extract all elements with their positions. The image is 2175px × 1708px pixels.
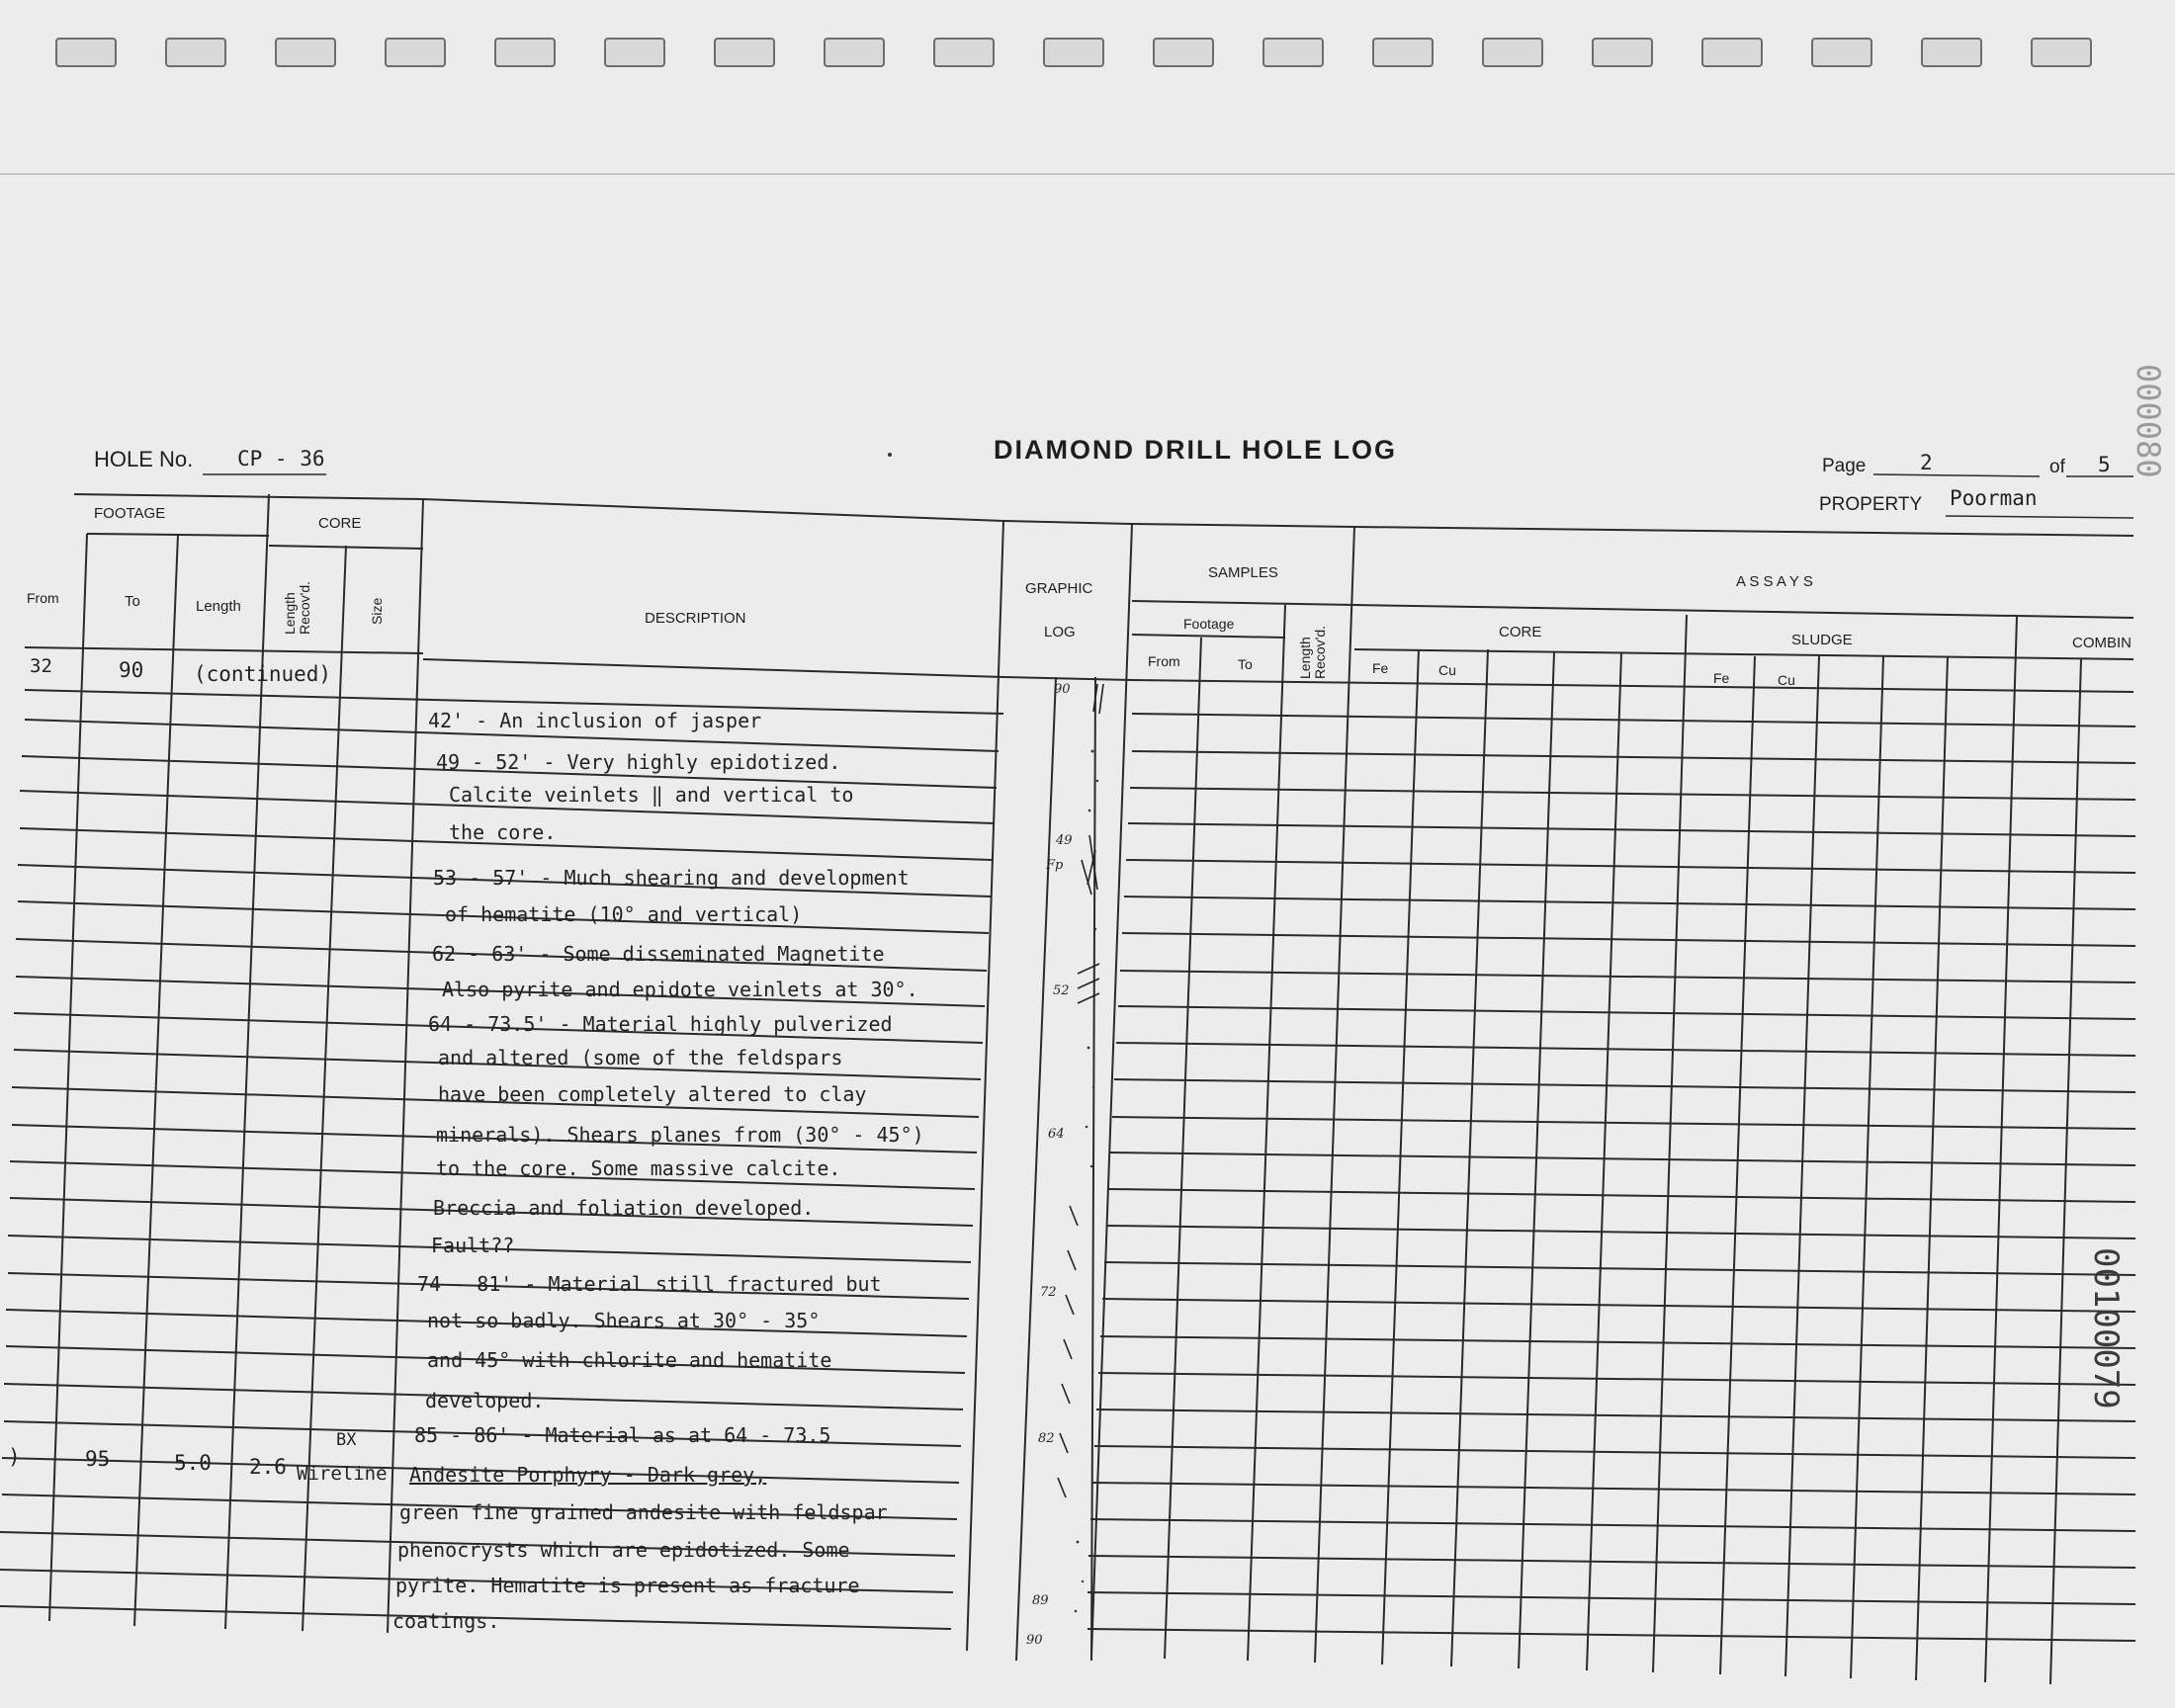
length-header: Length <box>196 598 241 615</box>
graphic-log-tick: Fp <box>1046 858 1064 873</box>
description-line: Fault?? <box>431 1234 515 1257</box>
graphic-log-tick: 52 <box>1053 983 1070 998</box>
samples-header: SAMPLES <box>1208 564 1278 581</box>
interval-2-size-bottom: Wireline <box>297 1463 388 1485</box>
footage-header: FOOTAGE <box>94 505 166 522</box>
property-value: Poorman <box>1950 486 2038 510</box>
graphic-log-tick: 90 <box>1054 682 1071 697</box>
description-line: 49 - 52' - Very highly epidotized. <box>436 750 841 774</box>
property-label: PROPERTY <box>1819 494 1923 515</box>
core-cu-header: Cu <box>1438 662 1456 678</box>
assays-header: A S S A Y S <box>1736 573 1813 590</box>
assay-core-header: CORE <box>1499 624 1542 640</box>
page-of-label: of <box>2049 457 2065 477</box>
sample-from-header: From <box>1148 653 1180 669</box>
description-line: the core. <box>449 820 557 844</box>
description-line: Andesite Porphyry - Dark grey, <box>409 1463 767 1487</box>
interval-2-from: ) <box>8 1445 21 1469</box>
description-line: of hematite (10° and vertical) <box>445 902 803 926</box>
interval-1-note: (continued) <box>194 662 332 686</box>
description-line: Also pyrite and epidote veinlets at 30°. <box>442 978 918 1001</box>
hole-number-value: CP - 36 <box>237 447 325 470</box>
form-title: DIAMOND DRILL HOLE LOG <box>994 435 1397 465</box>
interval-2-recovered: 2.6 <box>249 1455 287 1479</box>
description-line: 64 - 73.5' - Material highly pulverized <box>428 1012 893 1036</box>
description-line: Calcite veinlets ‖ and vertical to <box>449 783 854 807</box>
assay-sludge-header: SLUDGE <box>1791 632 1853 648</box>
interval-2-length: 5.0 <box>174 1451 212 1475</box>
description-line: pyrite. Hematite is present as fracture <box>395 1574 860 1597</box>
sample-to-header: To <box>1238 656 1253 672</box>
description-line: not so badly. Shears at 30° - 35° <box>427 1309 821 1332</box>
description-line: coatings. <box>392 1609 500 1633</box>
graphic-log-tick: 72 <box>1040 1285 1057 1300</box>
interval-1-to: 90 <box>119 658 144 682</box>
sludge-fe-header: Fe <box>1713 670 1730 686</box>
description-line: 42' - An inclusion of jasper <box>428 709 762 732</box>
description-line: Breccia and foliation developed. <box>433 1196 815 1220</box>
description-line: 62 - 63' - Some disseminated Magnetite <box>432 942 885 966</box>
description-line: developed. <box>425 1389 545 1412</box>
from-header: From <box>27 590 59 606</box>
graphic-log-tick: 89 <box>1032 1593 1049 1608</box>
description-line: 74 - 81' - Material still fractured but <box>417 1272 882 1296</box>
description-line: and 45° with chlorite and hematite <box>427 1348 832 1372</box>
page-number-value: 2 <box>1920 451 1933 474</box>
description-line: and altered (some of the feldspars <box>438 1046 843 1069</box>
description-line: phenocrysts which are epidotized. Some <box>397 1538 850 1562</box>
description-line: 53 - 57' - Much shearing and development <box>433 866 910 890</box>
to-header: To <box>125 593 140 610</box>
core-header: CORE <box>318 515 362 532</box>
core-fe-header: Fe <box>1372 660 1389 676</box>
log-header: LOG <box>1044 624 1076 640</box>
hole-number-label: HOLE No. <box>94 447 194 471</box>
interval-1-from: 32 <box>30 655 52 677</box>
description-line: to the core. Some massive calcite. <box>436 1156 841 1180</box>
description-header: DESCRIPTION <box>645 610 746 627</box>
document-stamp-bottom: 00100079 <box>2086 1247 2126 1409</box>
length-recovered-header: Length Recov'd. <box>282 580 312 635</box>
graphic-log-tick: 49 <box>1056 833 1073 848</box>
combined-header: COMBIN <box>2072 635 2132 651</box>
graphic-log-tick: 64 <box>1048 1127 1065 1142</box>
page-total-value: 5 <box>2098 453 2111 476</box>
interval-2-size-top: BX <box>336 1430 357 1450</box>
sample-length-recovered-header: Length Recov'd. <box>1297 625 1328 679</box>
description-line: 85 - 86' - Material as at 64 - 73.5 <box>414 1423 831 1447</box>
sludge-cu-header: Cu <box>1778 672 1795 688</box>
description-line: green fine grained andesite with feldspar <box>399 1500 888 1524</box>
description-line: minerals). Shears planes from (30° - 45°) <box>436 1123 924 1147</box>
size-header: Size <box>369 597 385 625</box>
document-stamp-top: 000080 <box>2130 364 2167 478</box>
interval-2-to: 95 <box>85 1447 111 1471</box>
sample-footage-header: Footage <box>1183 616 1235 632</box>
page-label: Page <box>1822 456 1867 476</box>
graphic-log-tick: 82 <box>1038 1431 1055 1446</box>
graphic-log-tick: 90 <box>1026 1633 1043 1648</box>
graphic-header: GRAPHIC <box>1025 580 1093 597</box>
description-line: have been completely altered to clay <box>438 1082 867 1106</box>
